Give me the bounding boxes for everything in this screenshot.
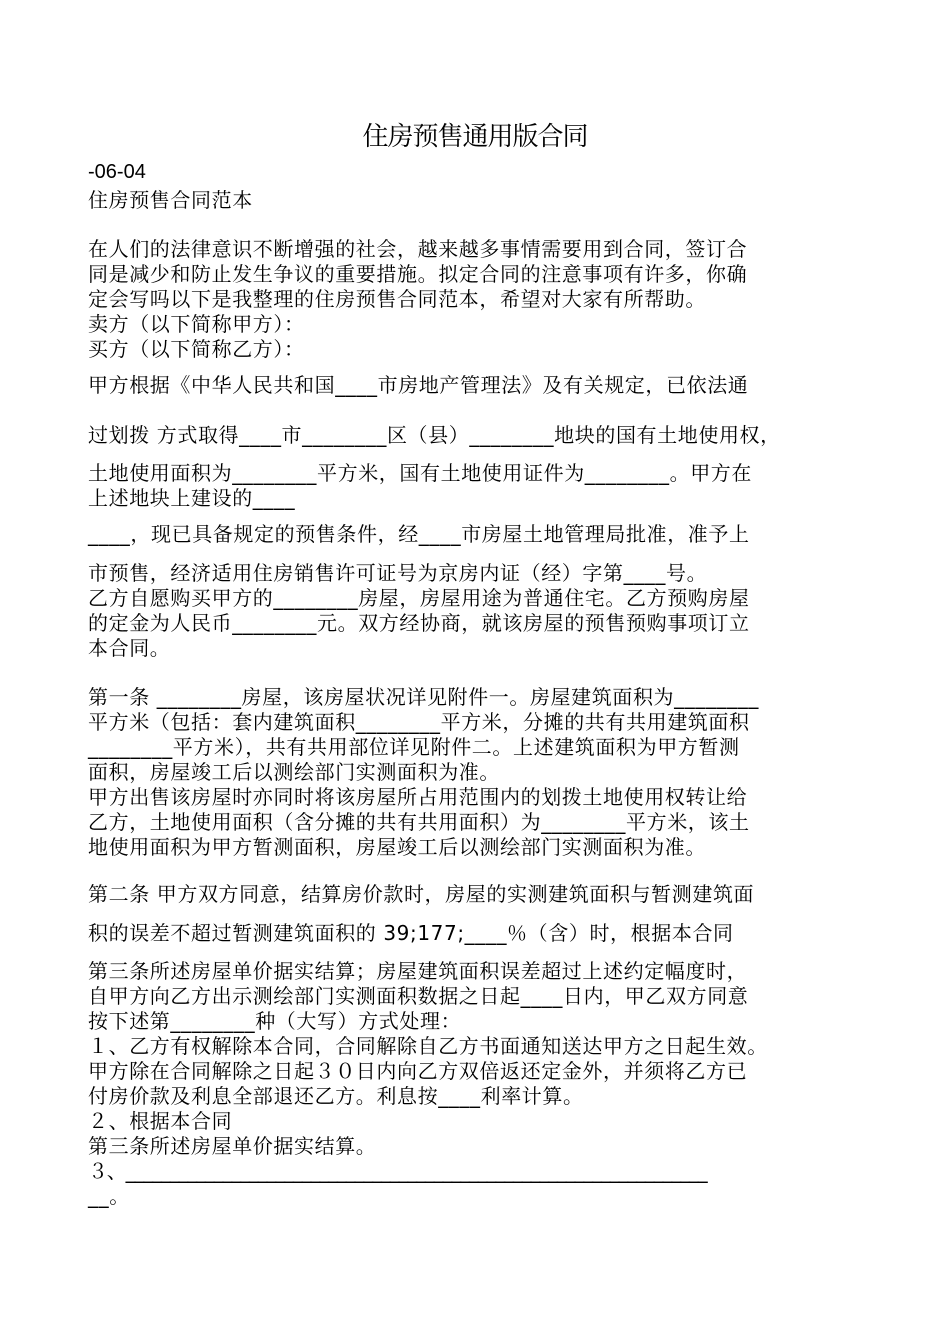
article-one-line: 面积，房屋竣工后以测绘部门实测面积为准。 <box>88 760 500 784</box>
seller-line: 卖方（以下简称甲方）： <box>88 312 305 336</box>
article-two-line: 积的误差不超过暂测建筑面积的 39;177;____％（含）时，根据本合同 <box>88 921 734 945</box>
article-two-line: 第二条 甲方双方同意，结算房价款时，房屋的实测建筑面积与暂测建筑面 <box>88 882 755 906</box>
option-three-line: ３、__________________________________________________________________ <box>88 1159 707 1183</box>
paragraph-line: 在人们的法律意识不断增强的社会，越来越多事情需要用到合同，签订合 <box>88 237 748 261</box>
article-one-line: ________平方米），共有共用部位详见附件二。上述建筑面积为甲方暂测 <box>88 735 740 759</box>
paragraph-line: 土地使用面积为________平方米，国有土地使用证件为________。甲方在 <box>88 461 752 485</box>
paragraph-line: 甲方除在合同解除之日起３０日内向乙方双倍返还定金外，并须将乙方已 <box>88 1059 748 1083</box>
paragraph-line: 地使用面积为甲方暂测面积，房屋竣工后以测绘部门实测面积为准。 <box>88 835 706 859</box>
paragraph-line: 甲方根据《中华人民共和国____市房地产管理法》及有关规定，已依法通 <box>88 373 749 397</box>
document-title: 住房预售通用版合同 <box>362 122 588 152</box>
paragraph-line: 市预售，经济适用住房销售许可证号为京房内证（经）字第____号。 <box>88 561 708 585</box>
paragraph-line: 自甲方向乙方出示测绘部门实测面积数据之日起____日内，甲乙双方同意 <box>88 984 749 1008</box>
paragraph-line: 甲方出售该房屋时亦同时将该房屋所占用范围内的划拨土地使用权转让给 <box>88 785 748 809</box>
subtitle-line: 住房预售合同范本 <box>88 188 253 212</box>
paragraph-line: 本合同。 <box>88 636 171 660</box>
paragraph-line: 第三条所述房屋单价据实结算。 <box>88 1134 377 1158</box>
article-three-line: 第三条所述房屋单价据实结算；房屋建筑面积误差超过上述约定幅度时， <box>88 959 748 983</box>
paragraph-line: 按下述第________种（大写）方式处理： <box>88 1009 462 1033</box>
paragraph-line: __。 <box>88 1184 130 1208</box>
article-one-line: 第一条 ________房屋，该房屋状况详见附件一。房屋建筑面积为________ <box>88 685 759 709</box>
paragraph-line: 的定金为人民币________元。双方经协商，就该房屋的预售预购事项订立 <box>88 611 750 635</box>
paragraph-line: 同是减少和防止发生争议的重要措施。拟定合同的注意事项有许多，你确 <box>88 262 748 286</box>
paragraph-line: 过划拨 方式取得____市________区（县）________地块的国有土地使用权， <box>88 423 781 447</box>
paragraph-line: 上述地块上建设的____ <box>88 486 296 510</box>
paragraph-line: 定会写吗以下是我整理的住房预售合同范本，希望对大家有所帮助。 <box>88 287 706 311</box>
paragraph-line: ____，现已具备规定的预售条件，经____市房屋土地管理局批准，准予上 <box>88 522 750 546</box>
paragraph-line: 付房价款及利息全部退还乙方。利息按____利率计算。 <box>88 1084 584 1108</box>
paragraph-line: 乙方，土地使用面积（含分摊的共有共用面积）为________平方米，该土 <box>88 810 750 834</box>
buyer-line: 买方（以下简称乙方）： <box>88 337 305 361</box>
paragraph-line: 乙方自愿购买甲方的________房屋，房屋用途为普通住宅。乙方预购房屋 <box>88 586 750 610</box>
option-two-line: ２、根据本合同 <box>88 1109 233 1133</box>
article-one-line: 平方米（包括：套内建筑面积________平方米，分摊的共有共用建筑面积 <box>88 710 750 734</box>
option-one-line: １、乙方有权解除本合同，合同解除自乙方书面通知送达甲方之日起生效。 <box>88 1034 768 1058</box>
document-date: -06-04 <box>88 161 146 183</box>
